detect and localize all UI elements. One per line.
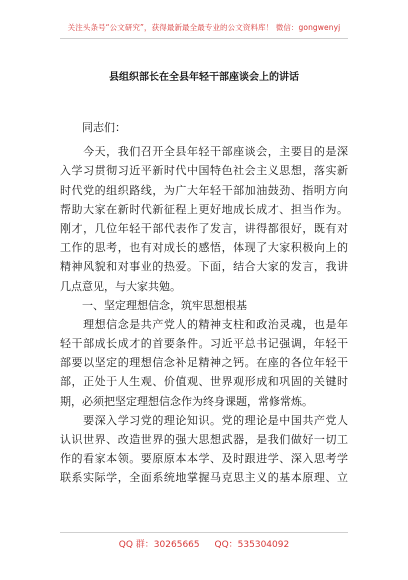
body-line: 刚才，几位年轻干部代表作了发言，讲得都很好，既有对 <box>60 221 348 235</box>
body-line: 部要以坚定的理想信念补足精神之钙。在座的各位年轻干 <box>60 356 348 370</box>
qq-text: QQ：535304092 <box>214 540 290 550</box>
qq-group-text: QQ 群：30265665 <box>118 540 200 550</box>
header-divider <box>60 38 348 39</box>
salutation: 同志们： <box>82 121 126 134</box>
section-heading: 一、坚定理想信念，筑牢思想根基 <box>60 298 247 312</box>
header-promo-note: 关注头条号“公文研究”，获得最新最全最专业的公文资料库！ 微信：gongwenyj <box>67 23 341 32</box>
body-line: 部，正处于人生观、价值观、世界观形成和巩固的关键时 <box>60 375 348 389</box>
body-line: 时代党的组织路线，为广大年轻干部加油鼓劲、指明方向 <box>60 183 348 197</box>
footer-divider <box>60 532 348 533</box>
body-line: 入学习贯彻习近平新时代中国特色社会主义思想，落实新 <box>60 164 348 178</box>
body-line: 要深入学习党的理论知识。党的理论是中国共产党人 <box>60 413 348 427</box>
document-body <box>60 118 348 488</box>
body-line: 期，必须把坚定理想信念作为终身课题，常修常炼。 <box>60 394 313 408</box>
document-title: 县组织部长在全县年轻干部座谈会上的讲话 <box>109 72 299 83</box>
body-line: 认识世界、改造世界的强大思想武器，是我们做好一切工 <box>60 433 348 446</box>
footer-contact <box>0 537 408 550</box>
body-line: 精神风貌和对事业的热爱。下面，结合大家的发言，我讲 <box>60 260 348 274</box>
body-line: 轻干部成长成才的首要条件。习近平总书记强调，年轻干 <box>60 337 348 351</box>
body-line: 今天，我们召开全县年轻干部座谈会，主要目的是深 <box>60 145 348 159</box>
body-line: 理想信念是共产党人的精神支柱和政治灵魂，也是年 <box>60 317 348 331</box>
body-line: 作的看家本领。要原原本本学、及时跟进学、深入思考学 <box>60 452 348 466</box>
body-line: 联系实际学，全面系统地掌握马克思主义的基本原理、立 <box>60 471 348 485</box>
body-line: 几点意见，与大家共勉。 <box>60 279 181 293</box>
body-line: 帮助大家在新时代新征程上更好地成长成才、担当作为。 <box>60 202 348 216</box>
body-line: 工作的思考，也有对成长的感悟，体现了大家积极向上的 <box>60 241 348 255</box>
